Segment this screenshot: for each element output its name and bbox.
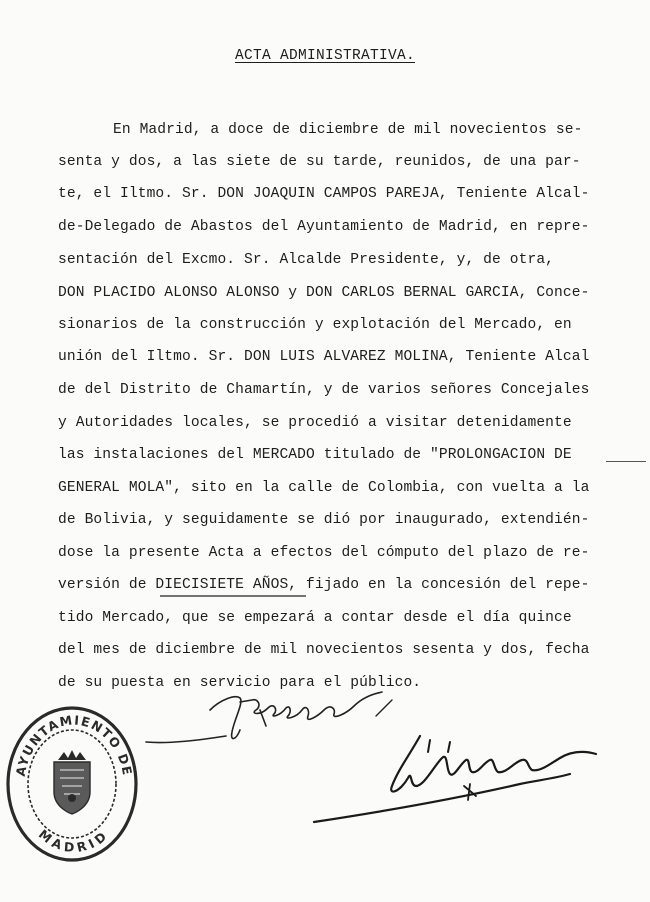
text-line-11: las instalaciones del MERCADO titulado de "PROLONGACION DE (58, 447, 572, 463)
text-line-5: sentación del Excmo. Sr. Alcalde Presidente, y, de otra, (58, 252, 555, 268)
text-line-4: de-Delegado de Abastos del Ayuntamiento de Madrid, en repre- (58, 219, 590, 235)
ayuntamiento-seal (4, 704, 140, 864)
text-line-10: y Autoridades locales, se procedió a visitar detenidamente (58, 415, 572, 431)
text-line-9: de del Distrito de Chamartín, y de varios señores Concejales (58, 382, 590, 398)
seal-bottom-text: MADRID (35, 826, 113, 856)
margin-mark (606, 461, 646, 462)
coat-of-arms-icon (54, 750, 90, 814)
text-line-8: unión del Iltmo. Sr. DON LUIS ALVAREZ MOLINA, Teniente Alcal (58, 349, 590, 365)
underline-mark (160, 594, 310, 600)
seal-top-text: AYUNTAMIENTO DE (12, 712, 136, 778)
text-line-17: del mes de diciembre de mil novecientos sesenta y dos, fecha (58, 642, 590, 658)
text-line-18: de su puesta en servicio para el público. (58, 675, 422, 691)
document-title (0, 48, 650, 64)
signature-second (300, 730, 620, 830)
text-line-2: senta y dos, a las siete de su tarde, reunidos, de una par- (58, 154, 581, 170)
text-line-6: DON PLACIDO ALONSO ALONSO y DON CARLOS BERNAL GARCIA, Conce- (58, 285, 590, 301)
text-line-7: sionarios de la construcción y explotación del Mercado, en (58, 317, 572, 333)
text-line-14: dose la presente Acta a efectos del cómputo del plazo de re- (58, 545, 590, 561)
text-line-1: En Madrid, a doce de diciembre de mil novecientos se- (113, 122, 583, 138)
text-line-13: de Bolivia, y seguidamente se dió por inaugurado, extendién- (58, 512, 590, 528)
text-line-3: te, el Iltmo. Sr. DON JOAQUIN CAMPOS PAREJA, Teniente Alcal- (58, 186, 590, 202)
text-line-16: tido Mercado, que se empezará a contar desde el día quince (58, 610, 572, 626)
text-line-12: GENERAL MOLA", sito en la calle de Colombia, con vuelta a la (58, 480, 590, 496)
title-text: ACTA ADMINISTRATIVA. (234, 48, 416, 64)
text-line-15: versión de DIECISIETE AÑOS, fijado en la concesión del repe- (58, 577, 590, 593)
